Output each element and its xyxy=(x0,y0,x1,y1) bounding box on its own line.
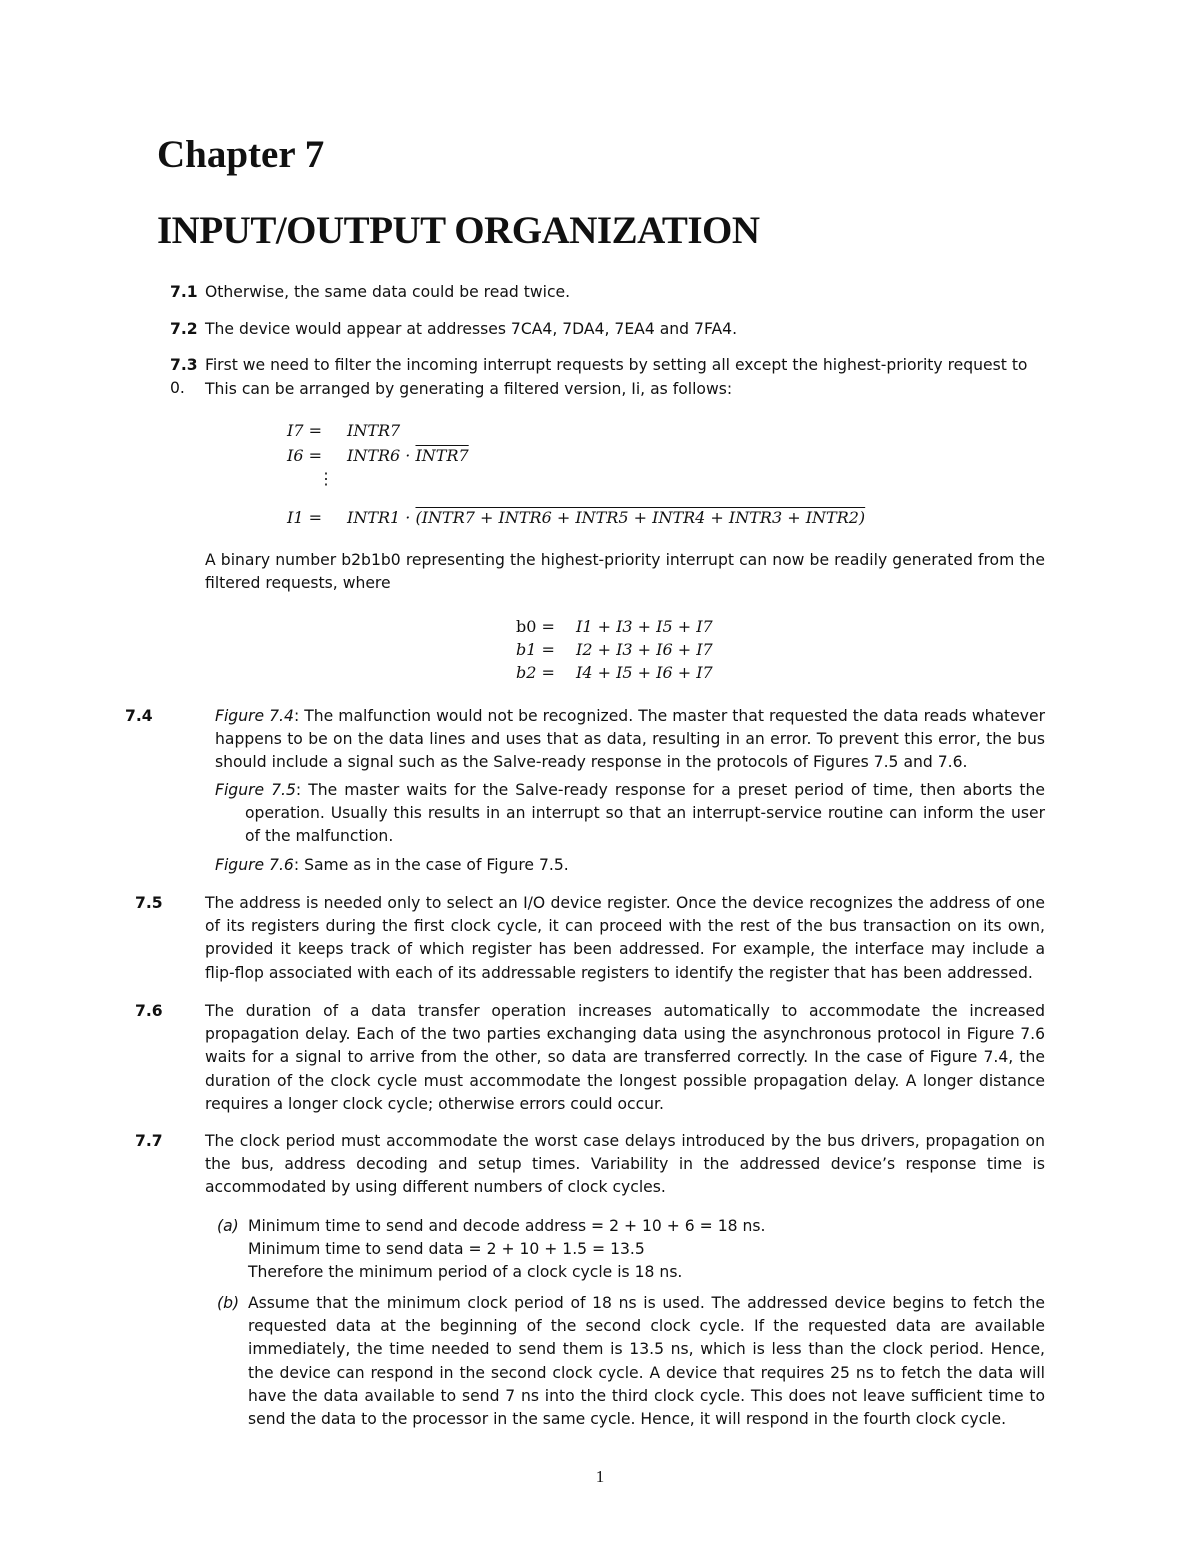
figure-7-5-note: Figure 7.5: The master waits for the Salve-ready response for a preset period of time, then aborts the operation. Usually this results in an interrupt so that an interrupt-service routine can inform the user of the malfunction. xyxy=(215,781,1045,846)
part-b-label: (b) xyxy=(217,1294,240,1312)
answer-7-7 xyxy=(135,1130,1045,1200)
answer-text: : The malfunction would not be recognized. The master that requested the data reads whatever happens to be on the data lines and uses that as data, resulting in an error. To prevent this error, the bus should include a signal such as the Salve-ready response in the protocols of Figures 7.5 and 7.6. xyxy=(215,707,1045,772)
item-number: 7.6 xyxy=(135,1002,163,1020)
part-b-text: Assume that the minimum clock period of 18 ns is used. The addressed device begins to fetch the requested data at the beginning of the second clock cycle. If the requested data are available immediately, the time needed to send them is 13.5 ns, which is less than the clock period. Hence, the device can respond in the second clock cycle. A device that requires 25 ns to fetch the data will have the data available to send 7 ns into the third clock cycle. This does not leave sufficient time to send the data to the processor in the same cycle. Hence, it will respond in the fourth clock cycle. xyxy=(248,1294,1045,1429)
answer-text: Otherwise, the same data could be read twice. xyxy=(205,283,571,301)
figure-7-6-note: Figure 7.6: Same as in the case of Figure 7.5. xyxy=(215,856,569,874)
answer-text: First we need to filter the incoming interrupt requests by setting all except the highest-priority request to 0. xyxy=(170,356,1028,398)
answer-text: The device would appear at addresses 7CA4, 7DA4, 7EA4 and 7FA4. xyxy=(205,320,738,338)
item-number: 7.1 xyxy=(170,283,198,301)
chapter-heading: Chapter 7 xyxy=(157,133,325,176)
equation-i6: I6 = INTR6 · INTR7 xyxy=(287,446,469,465)
answer-text-continued: This can be arranged by generating a filtered version, Ii, as follows: xyxy=(205,380,733,398)
answer-7-6 xyxy=(135,1000,1045,1116)
item-number: 7.7 xyxy=(135,1132,163,1150)
part-a-text: Minimum time to send and decode address = 2 + 10 + 6 = 18 ns. Minimum time to send data = 2 + 10 + 1.5 = 13.5 Therefore the minimum period of a clock cycle is 18 ns. xyxy=(248,1217,766,1282)
page-number: 1 xyxy=(595,1467,605,1486)
binary-number-paragraph: A binary number b2b1b0 representing the highest-priority interrupt can now be readily generated from the filtered requests, where xyxy=(205,551,1045,593)
answer-text: The duration of a data transfer operation increases automatically to accommodate the increased propagation delay. Each of the two parties exchanging data using the asynchronous protocol in Figure 7.6 waits for a signal to arrive from the other, so data are transferred correctly. In the case of Figure 7.4, the duration of the clock cycle must accommodate the longest possible propagation delay. A longer distance requires a longer clock cycle; otherwise errors could occur. xyxy=(205,1002,1045,1113)
equation-i7: I7 = INTR7 xyxy=(287,421,401,440)
item-number: 7.4 xyxy=(125,707,153,725)
figure-label: Figure 7.4 xyxy=(215,707,294,725)
answer-7-4 xyxy=(125,705,1045,775)
equation-b2: b2 = I4 + I5 + I6 + I7 xyxy=(516,663,713,682)
part-a-label: (a) xyxy=(217,1217,239,1235)
answer-text: The address is needed only to select an I/O device register. Once the device recognizes the address of one of its registers during the first clock cycle, it can proceed with the rest of the bus transaction on its own, provided it keeps track of which register has been addressed. For example, the interface may include a flip-flop associated with each of its addressable registers to identify the register that has been addressed. xyxy=(205,894,1045,982)
answer-7-5 xyxy=(135,892,1045,985)
chapter-title: INPUT/OUTPUT ORGANIZATION xyxy=(157,209,760,252)
answer-7-1 xyxy=(170,281,1045,304)
equation-i1: I1 = INTR1 · (INTR7 + INTR6 + INTR5 + INTR4 + INTR3 + INTR2) xyxy=(287,508,866,527)
item-number: 7.2 xyxy=(170,320,198,338)
item-number: 7.5 xyxy=(135,894,163,912)
item-number: 7.3 xyxy=(170,356,198,374)
equation-vdots: ⋮ xyxy=(318,469,334,488)
equation-b1: b1 = I2 + I3 + I6 + I7 xyxy=(516,640,713,659)
answer-text: The clock period must accommodate the worst case delays introduced by the bus drivers, propagation on the bus, address decoding and setup times. Variability in the addressed device’s response time is accommodated by using different numbers of clock cycles. xyxy=(205,1132,1045,1197)
answer-7-2 xyxy=(170,318,1045,341)
equation-b0: b0 = I1 + I3 + I5 + I7 xyxy=(516,617,713,636)
